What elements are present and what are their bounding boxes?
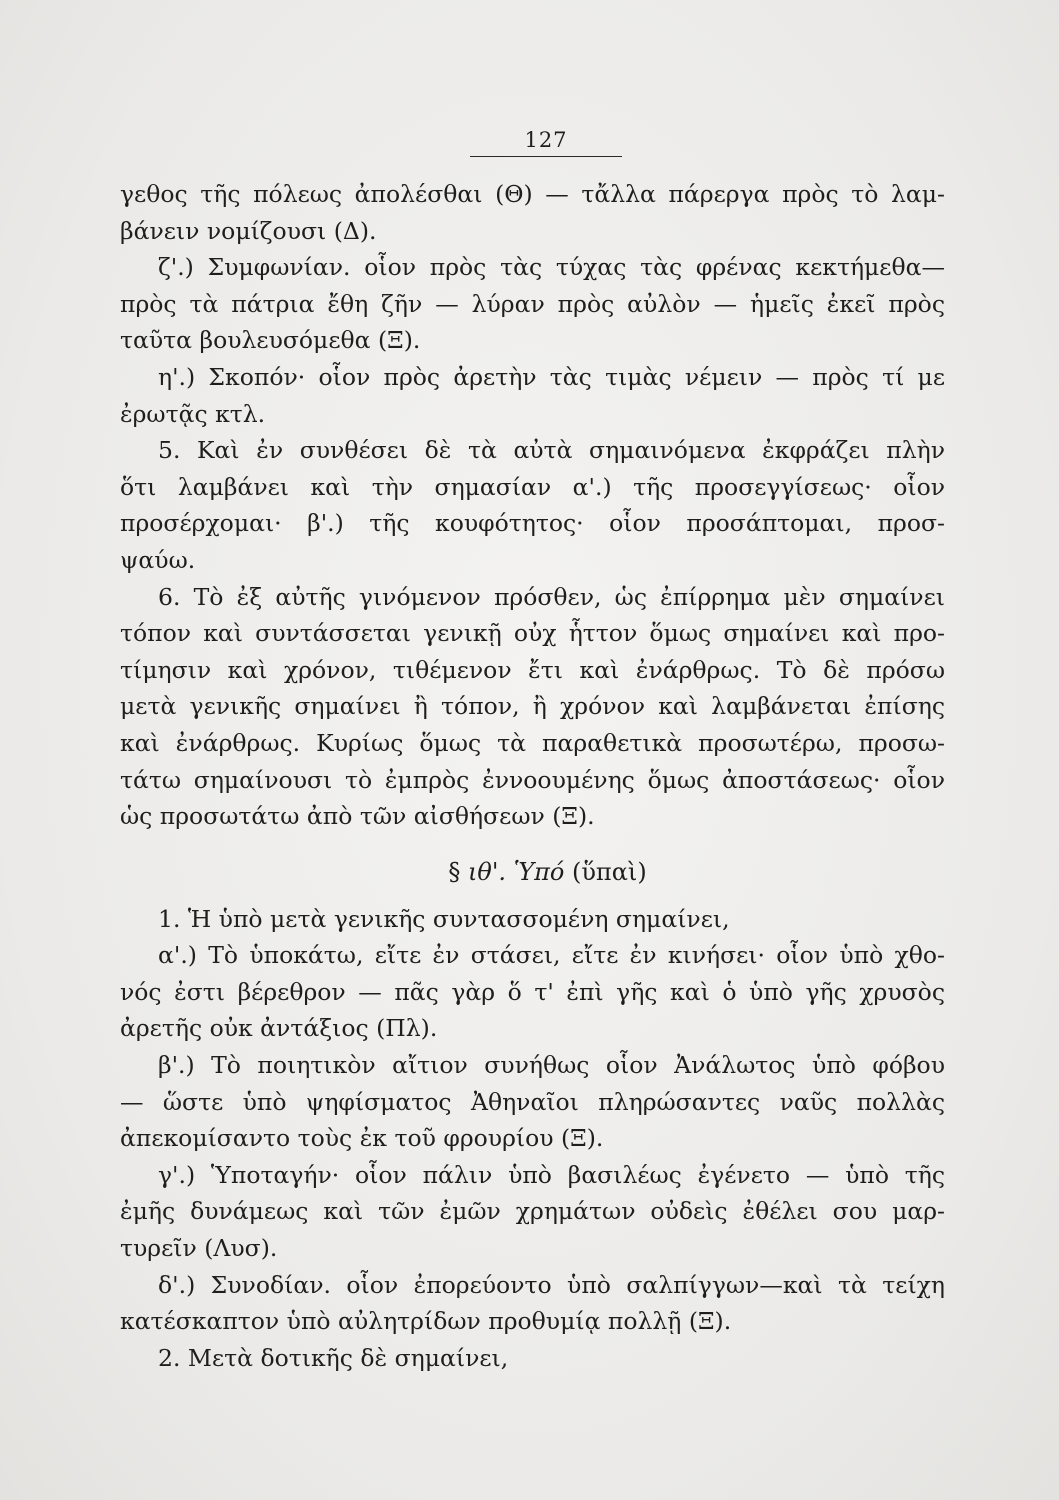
text-line: 2. Μετὰ δοτικῆς δὲ σημαίνει, <box>158 1343 509 1372</box>
text-line: — ὥστε ὑπὸ ψηφίσματος Ἀθηναῖοι πληρώσαντες ναῦς πολλὰς <box>120 1087 945 1116</box>
text-line: ἀπεκομίσαντο τοὺς ἐκ τοῦ φρουρίου (Ξ). <box>120 1124 604 1153</box>
page-number-rule <box>470 156 622 157</box>
text-line: πρὸς τὰ πάτρια ἔθη ζῆν — λύραν πρὸς αὐλὸν — ἡμεῖς ἐκεῖ πρὸς <box>120 289 945 318</box>
text-line: προσέρχομαι· β'.) τῆς κουφότητος· οἷον προσάπτομαι, προσ- <box>120 509 945 538</box>
text-line: κατέσκαπτον ὑπὸ αὐλητρίδων προθυμίᾳ πολλῇ (Ξ). <box>120 1307 732 1336</box>
text-line: γεθος τῆς πόλεως ἀπολέσθαι (Θ) — τἄλλα πάρεργα πρὸς τὸ λαμ- <box>120 180 945 208</box>
text-line: τίμησιν καὶ χρόνον, τιθέμενον ἔτι καὶ ἐνάρθρως. Τὸ δὲ πρόσω <box>120 655 945 684</box>
page-number: 127 <box>524 128 568 152</box>
text-line: ἐρωτᾷς κτλ. <box>120 399 266 428</box>
text-line: 1. Ἡ ὑπὸ μετὰ γενικῆς συντασσομένη σημαίνει, <box>158 904 730 933</box>
text-line: γ'.) Ὑποταγήν· οἷον πάλιν ὑπὸ βασιλέως ἐγένετο — ὑπὸ τῆς <box>158 1160 945 1189</box>
text-line: νός ἐστι βέρεθρον — πᾶς γὰρ ὅ τ' ἐπὶ γῆς καὶ ὁ ὑπὸ γῆς χρυσὸς <box>120 977 945 1006</box>
text-line: η'.) Σκοπόν· οἷον πρὸς ἀρετὴν τὰς τιμὰς νέμειν — πρὸς τί με <box>158 362 945 391</box>
text-line: ταῦτα βουλευσόμεθα (Ξ). <box>120 326 421 355</box>
text-line: δ'.) Συνοδίαν. οἷον ἐπορεύοντο ὑπὸ σαλπίγγων—καὶ τὰ τείχη <box>158 1270 945 1299</box>
text-line: ζ'.) Συμφωνίαν. οἷον πρὸς τὰς τύχας τὰς φρένας κεκτήμεθα— <box>158 253 945 282</box>
text-line: ὡς προσωτάτω ἀπὸ τῶν αἰσθήσεων (Ξ). <box>120 802 595 831</box>
text-line: ἀρετῆς οὐκ ἀντάξιος (Πλ). <box>120 1014 438 1043</box>
section-title: Ὑπό <box>513 857 565 886</box>
text-line: β'.) Τὸ ποιητικὸν αἴτιον συνήθως οἷον Ἀνάλωτος ὑπὸ φόβου <box>158 1051 945 1080</box>
body-text <box>120 176 945 1376</box>
text-line: μετὰ γενικῆς σημαίνει ἢ τόπον, ἢ χρόνον καὶ λαμβάνεται ἐπίσης <box>120 692 945 721</box>
section-heading <box>120 845 945 899</box>
text-line: ὅτι λαμβάνει καὶ τὴν σημασίαν α'.) τῆς προσεγγίσεως· οἷον <box>120 472 945 501</box>
text-line: βάνειν νομίζουσι (Δ). <box>120 216 377 245</box>
text-line: τόπον καὶ συντάσσεται γενικῇ οὐχ ἧττον ὅμως σημαίνει καὶ προ- <box>120 619 945 648</box>
text-line: τυρεῖν (Λυσ). <box>120 1234 278 1263</box>
text-line: ψαύω. <box>120 545 196 574</box>
text-line: α'.) Τὸ ὑποκάτω, εἴτε ἐν στάσει, εἴτε ἐν κινήσει· οἷον ὑπὸ χθο- <box>158 941 945 970</box>
section-subtitle: (ὕπαὶ) <box>571 857 647 886</box>
section-number: ιθ'. <box>467 857 507 886</box>
section-symbol: § <box>448 857 461 886</box>
text-line: καὶ ἐνάρθρως. Κυρίως ὅμως τὰ παραθετικὰ προσωτέρω, προσω- <box>120 728 945 757</box>
text-line: 6. Τὸ ἐξ αὐτῆς γινόμενον πρόσθεν, ὡς ἐπίρρημα μὲν σημαίνει <box>158 582 945 611</box>
text-line: 5. Καὶ ἐν συνθέσει δὲ τὰ αὐτὰ σημαινόμενα ἐκφράζει πλὴν <box>158 436 945 465</box>
text-line: τάτω σημαίνουσι τὸ ἐμπρὸς ἐννοουμένης ὅμως ἀποστάσεως· οἷον <box>120 765 945 794</box>
text-line: ἐμῆς δυνάμεως καὶ τῶν ἐμῶν χρημάτων οὐδεὶς ἐθέλει σου μαρ- <box>120 1197 945 1226</box>
